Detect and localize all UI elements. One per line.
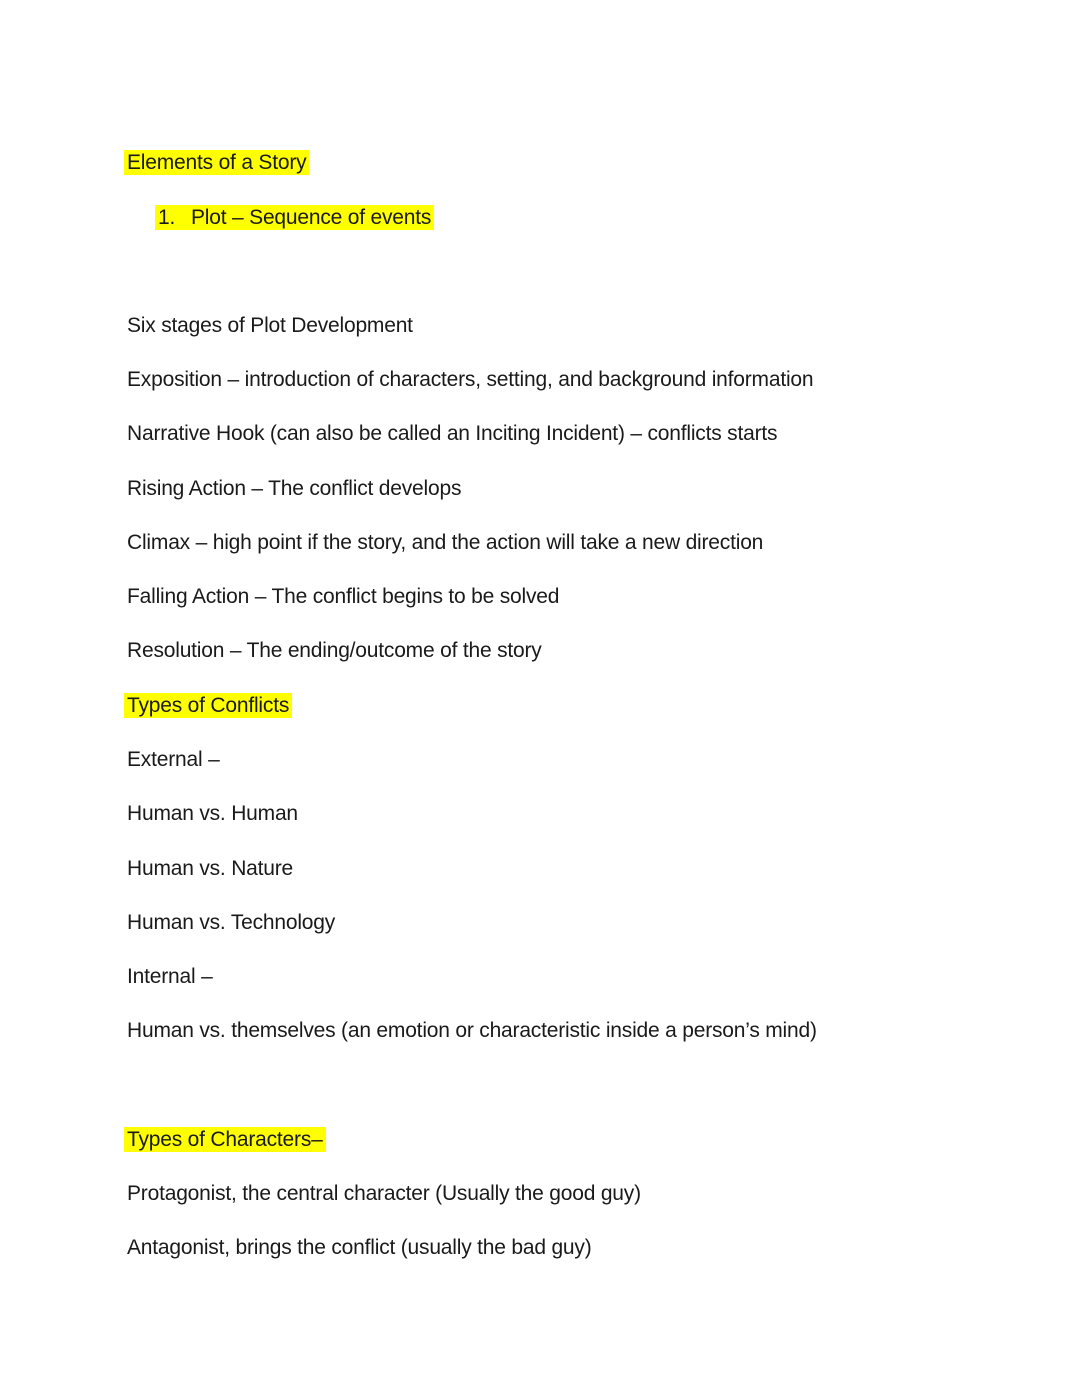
character-antagonist: Antagonist, brings the conflict (usually the bad guy) <box>127 1236 592 1259</box>
heading-types-of-characters <box>127 1125 326 1155</box>
list-number: 1. <box>158 206 176 229</box>
heading-types-of-conflicts <box>127 691 292 721</box>
plot-stages-title: Six stages of Plot Development <box>127 314 413 337</box>
conflict-human-vs-human: Human vs. Human <box>127 802 298 825</box>
external-label: External – <box>127 748 220 771</box>
highlighted-list-item <box>155 205 434 230</box>
highlighted-heading: Elements of a Story <box>124 150 309 175</box>
highlighted-heading: Types of Conflicts <box>124 693 292 718</box>
heading-elements-of-a-story <box>127 148 309 178</box>
stage-exposition: Exposition – introduction of characters, setting, and background information <box>127 368 814 391</box>
stage-rising-action: Rising Action – The conflict develops <box>127 477 462 500</box>
list-item-plot <box>158 203 434 233</box>
internal-label: Internal – <box>127 965 213 988</box>
conflict-human-vs-nature: Human vs. Nature <box>127 857 294 880</box>
stage-climax: Climax – high point if the story, and the action will take a new direction <box>127 531 764 554</box>
character-protagonist: Protagonist, the central character (Usually the good guy) <box>127 1182 641 1205</box>
conflict-human-vs-themselves: Human vs. themselves (an emotion or characteristic inside a person’s mind) <box>127 1019 817 1042</box>
stage-narrative-hook: Narrative Hook (can also be called an Inciting Incident) – conflicts starts <box>127 422 778 445</box>
highlighted-heading: Types of Characters– <box>124 1127 326 1152</box>
stage-falling-action: Falling Action – The conflict begins to be solved <box>127 585 560 608</box>
conflict-human-vs-technology: Human vs. Technology <box>127 911 336 934</box>
stage-resolution: Resolution – The ending/outcome of the story <box>127 639 542 662</box>
list-text: Plot – Sequence of events <box>191 206 432 229</box>
